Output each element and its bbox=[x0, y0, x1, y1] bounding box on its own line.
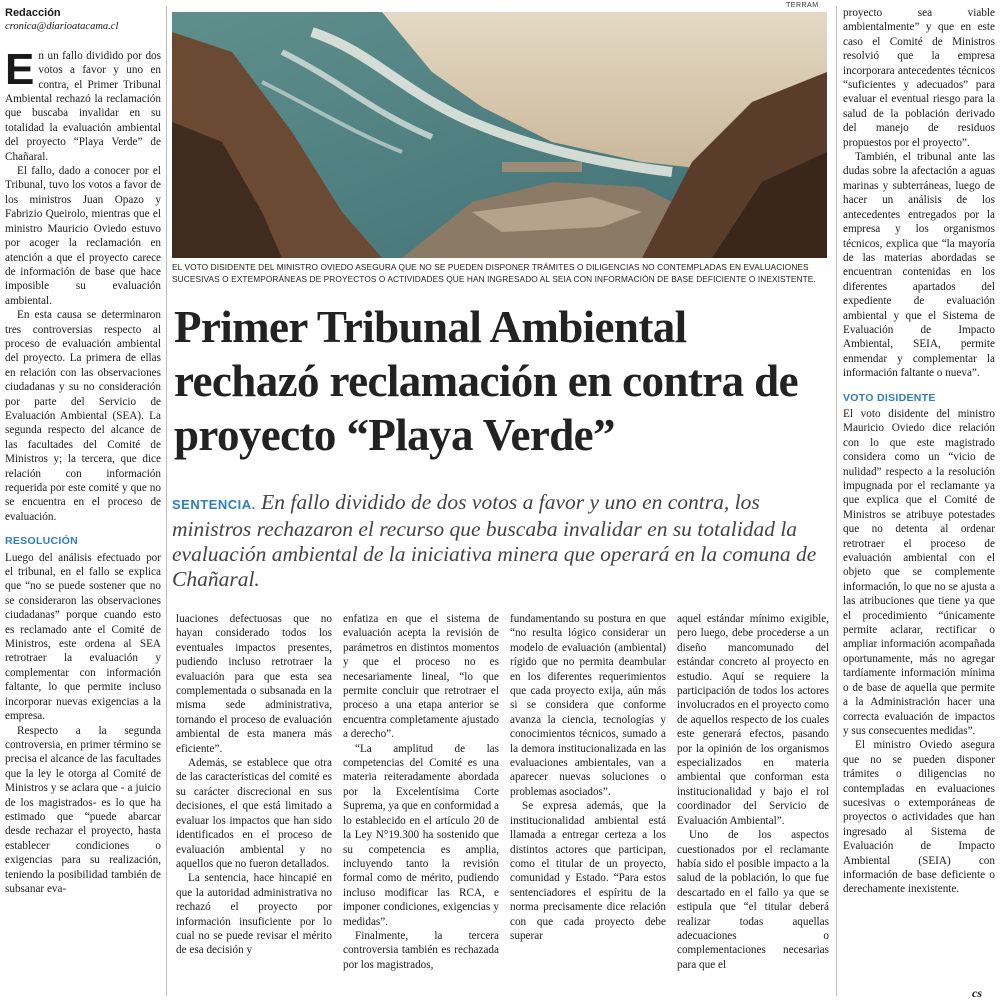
article-photo bbox=[172, 12, 827, 258]
lede-kicker: SENTENCIA. bbox=[172, 497, 256, 512]
subhead-voto-disidente: VOTO DISIDENTE bbox=[843, 391, 936, 404]
paragraph: aquel estándar mínimo exigible, pero luego, debe procederse a un diseño mancomunado del estándar concreto al proyecto en estudio. Aquí se requiere la participación de todos los actores involucrados en el proyecto como de aquellos respecto de los cuales este generará efectos, pasando por la opinión de los organismos especializados en materia ambiental que conforman esta institucionalidad y bajo el rol coordinador del Servicio de Evaluación Ambiental”. bbox=[677, 613, 829, 827]
column-2 bbox=[176, 612, 332, 958]
lede bbox=[172, 490, 828, 592]
signoff-mark: cs bbox=[972, 986, 982, 1000]
lede-text: En fallo dividido de dos votos a favor y uno en contra, los ministros rechazaron el recurso que buscaba invalidar en su totalidad la evaluación ambiental de la iniciativa minera que operará en la comuna de Chañaral. bbox=[172, 490, 817, 591]
paragraph: enfatiza en que el sistema de evaluación acepta la revisión de parámetros en distintos momentos y que el proceso no es necesariamente lineal, “lo que permite concluir que retrotraer el proceso a una etapa anterior se encuentra completamente ajustado a derecho”. bbox=[343, 613, 499, 741]
photo-caption: EL VOTO DISIDENTE DEL MINISTRO OVIEDO ASEGURA QUE NO SE PUEDEN DISPONER TRÁMITES O DILIGENCIAS NO CONTEMPLADAS EN EVALUACIONES SUCESIVAS O EXTEMPORÁNEAS DE PROYECTOS O ACTIVIDADES QUE HAN INGRESADO AL SEIA CON INFORMACIÓN DE BASE DEFICIENTE O INEXISTENTE. bbox=[172, 262, 816, 284]
coastal-landscape-image bbox=[172, 12, 827, 258]
paragraph: Se expresa además, que la institucionalidad ambiental está llamada a entregar certeza a los distintos actores que participan, como el titular de un proyecto, comunidad y Estado. “Para estos sentenciadores el espíritu de la norma precisamente dice relación con que cada proyecto debe superar bbox=[510, 800, 666, 942]
paragraph: “La amplitud de las competencias del Comité es una materia reiteradamente abordada por la Excelentísima Corte Suprema, ya que en conformidad a lo establecido en el artículo 20 de la Ley N°19.300 ha sostenido que su competencia es amplia, incluyendo tanto la revisión formal como de mérito, pudiendo incluso modificar las RCA, e imponer condiciones, exigencias y medidas”. bbox=[343, 742, 499, 928]
column-6 bbox=[843, 6, 995, 897]
column-5 bbox=[677, 612, 829, 972]
column-1 bbox=[5, 6, 161, 896]
paragraph: fundamentando su postura en que “no resulta lógico considerar un modelo de evaluación (ambiental) rígido que no permita deambular en los diferentes requerimientos que cada proyecto exija, aún más si se considera que conforme avanza la ciencia, tecnologías y conocimientos técnicos, sumado a la demora institucionalizada en las evaluaciones ambientales, van a aparecer nuevas soluciones o problemas asociados”. bbox=[510, 613, 666, 798]
subhead-resolucion: RESOLUCIÓN bbox=[5, 535, 79, 548]
paragraph: Además, se establece que otra de las características del comité es su carácter discrecional en sus decisiones, el que está limitado a evaluar los impactos que han sido identificados en el proceso de evaluación ambiental y no aquellos que no fueron detallados. bbox=[176, 757, 332, 870]
intro-paragraph: En un fallo dividido por dos votos a favor y uno en contra, el Primer Tribunal Ambiental rechazó la reclamación que buscaba invalidar en su totalidad la evaluación ambiental del proyecto “Playa Verde” de Chañaral. bbox=[5, 44, 161, 163]
paragraph: Respecto a la segunda controversia, en primer término se precisa el alcance de las facultades que la ley le otorga al Comité de Ministros y se aclara que - a juicio de los magistrados- es lo que ha estimado que “puede abarcar desde rechazar el proyecto, hasta establecer condiciones o exigencias para su realización, teniendo la posibilidad también de subsanar eva- bbox=[5, 724, 161, 895]
paragraph: proyecto sea viable ambientalmente” y que en este caso el Comité de Ministros resolvió que la empresa incorporara antecedentes técnicos “suficientes y adecuados” para evaluar el eventual riesgo para la salud de la población derivado del manejo de residuos propuestos por el proyecto”. bbox=[843, 7, 995, 149]
headline: Primer Tribunal Ambiental rechazó reclamación en contra de proyecto “Playa Verde” bbox=[174, 302, 798, 460]
paragraph: Luego del análisis efectuado por el tribunal, en el fallo se explica que “no se puede sostener que no se consideraron las observaciones ciudadanas” porque cuando esto es reclamado ante el Comité de Ministros, este ordena al SEA retrotraer la evaluación y complementar con información faltante, lo que permite incluso incorporar nuevas exigencias a la empresa. bbox=[5, 551, 161, 723]
byline-name: Redacción bbox=[5, 7, 61, 19]
column-3 bbox=[343, 612, 499, 972]
column-4 bbox=[510, 612, 666, 943]
paragraph: El fallo, dado a conocer por el Tribunal, tuvo los votos a favor de los ministros Juan Opazo y Fabrizio Queirolo, mientras que el ministro Mauricio Oviedo estuvo por acoger la reclamación en atención a que el proyecto carece de información de base que hace imposible su evaluación ambiental. bbox=[5, 165, 161, 307]
paragraph: luaciones defectuosas que no hayan considerado todos los eventuales impactos presentes, pudiendo incluso retrotraer la evaluación para que esta sea complementada o subsanada en la misma sede administrativa, tornando el proceso de evaluación ambiental de esta manera más eficiente”. bbox=[176, 613, 332, 755]
paragraph: Finalmente, la tercera controversia también es rechazada por los magistrados, bbox=[343, 929, 499, 971]
drop-cap: E bbox=[5, 44, 35, 94]
column-divider bbox=[166, 6, 167, 996]
paragraph: Uno de los aspectos cuestionados por el reclamante había sido el posible impacto a la salud de la población, lo que fue descartado en el fallo ya que se estipula que “el titular deberá realizar todas aquellas adecuaciones o complementaciones necesarias para que el bbox=[677, 829, 829, 971]
paragraph: También, el tribunal ante las dudas sobre la afectación a aguas marinas y subterráneas, luego de hacer un análisis de los antecedentes entregados por la empresa y los organismos técnicos, explica que “la mayoría de las materias abordadas se encuentran contenidas en los diferentes apartados del expediente de evaluación ambiental y que el Sistema de Evaluación de Impacto Ambiental, SEIA, permite enmendar y complementar la información faltante o nueva”. bbox=[843, 151, 995, 380]
byline-email: cronica@diarioatacama.cl bbox=[5, 21, 119, 33]
paragraph: En esta causa se determinaron tres controversias respecto al proceso de evaluación ambiental del proyecto. La primera de ellas en relación con las observaciones ciudadanas y su no consideración por parte del Servicio de Evaluación Ambiental (SEA). La segunda respecto del alcance de las facultades del Comité de Ministros y; la tercera, que dice relación con información requerida por este comité y que no se encuentra en el proceso de evaluación. bbox=[5, 309, 161, 523]
paragraph: El voto disidente del ministro Mauricio Oviedo dice relación con lo que este magistrado considera como un “vicio de nulidad” respecto a la resolución impugnada por el reclamante ya que explica que el Comité de Ministros se atribuye potestades que no detenta al ordenar retrotraer el proceso de evaluación ambiental con el objeto que se complemente información, lo que no se ajusta a las atribuciones que tiene ya que el procedimiento “únicamente permite aclarar, rectificar o ampliar información acompañada oportunamente, más no agregar tardíamente información mínima o de base de aquella que permite a la Administración hacer una correcta evaluación de impactos y sus consecuentes medidas”. bbox=[843, 407, 995, 737]
paragraph: El ministro Oviedo asegura que no se pueden disponer trámites o diligencias no contempladas en evaluaciones sucesivas o extemporáneas de proyectos o actividades que han ingresado al Sistema de Evaluación de Impacto Ambiental (SEIA) con información de base deficiente o derechamente inexistente. bbox=[843, 739, 995, 896]
paragraph: La sentencia, hace hincapié en que la autoridad administrativa no rechazó el proyecto por información insuficiente por lo cual no se puede revisar el mérito de esa decisión y bbox=[176, 872, 332, 957]
column-divider bbox=[836, 6, 837, 996]
photo-credit: TERRAM bbox=[786, 2, 819, 9]
